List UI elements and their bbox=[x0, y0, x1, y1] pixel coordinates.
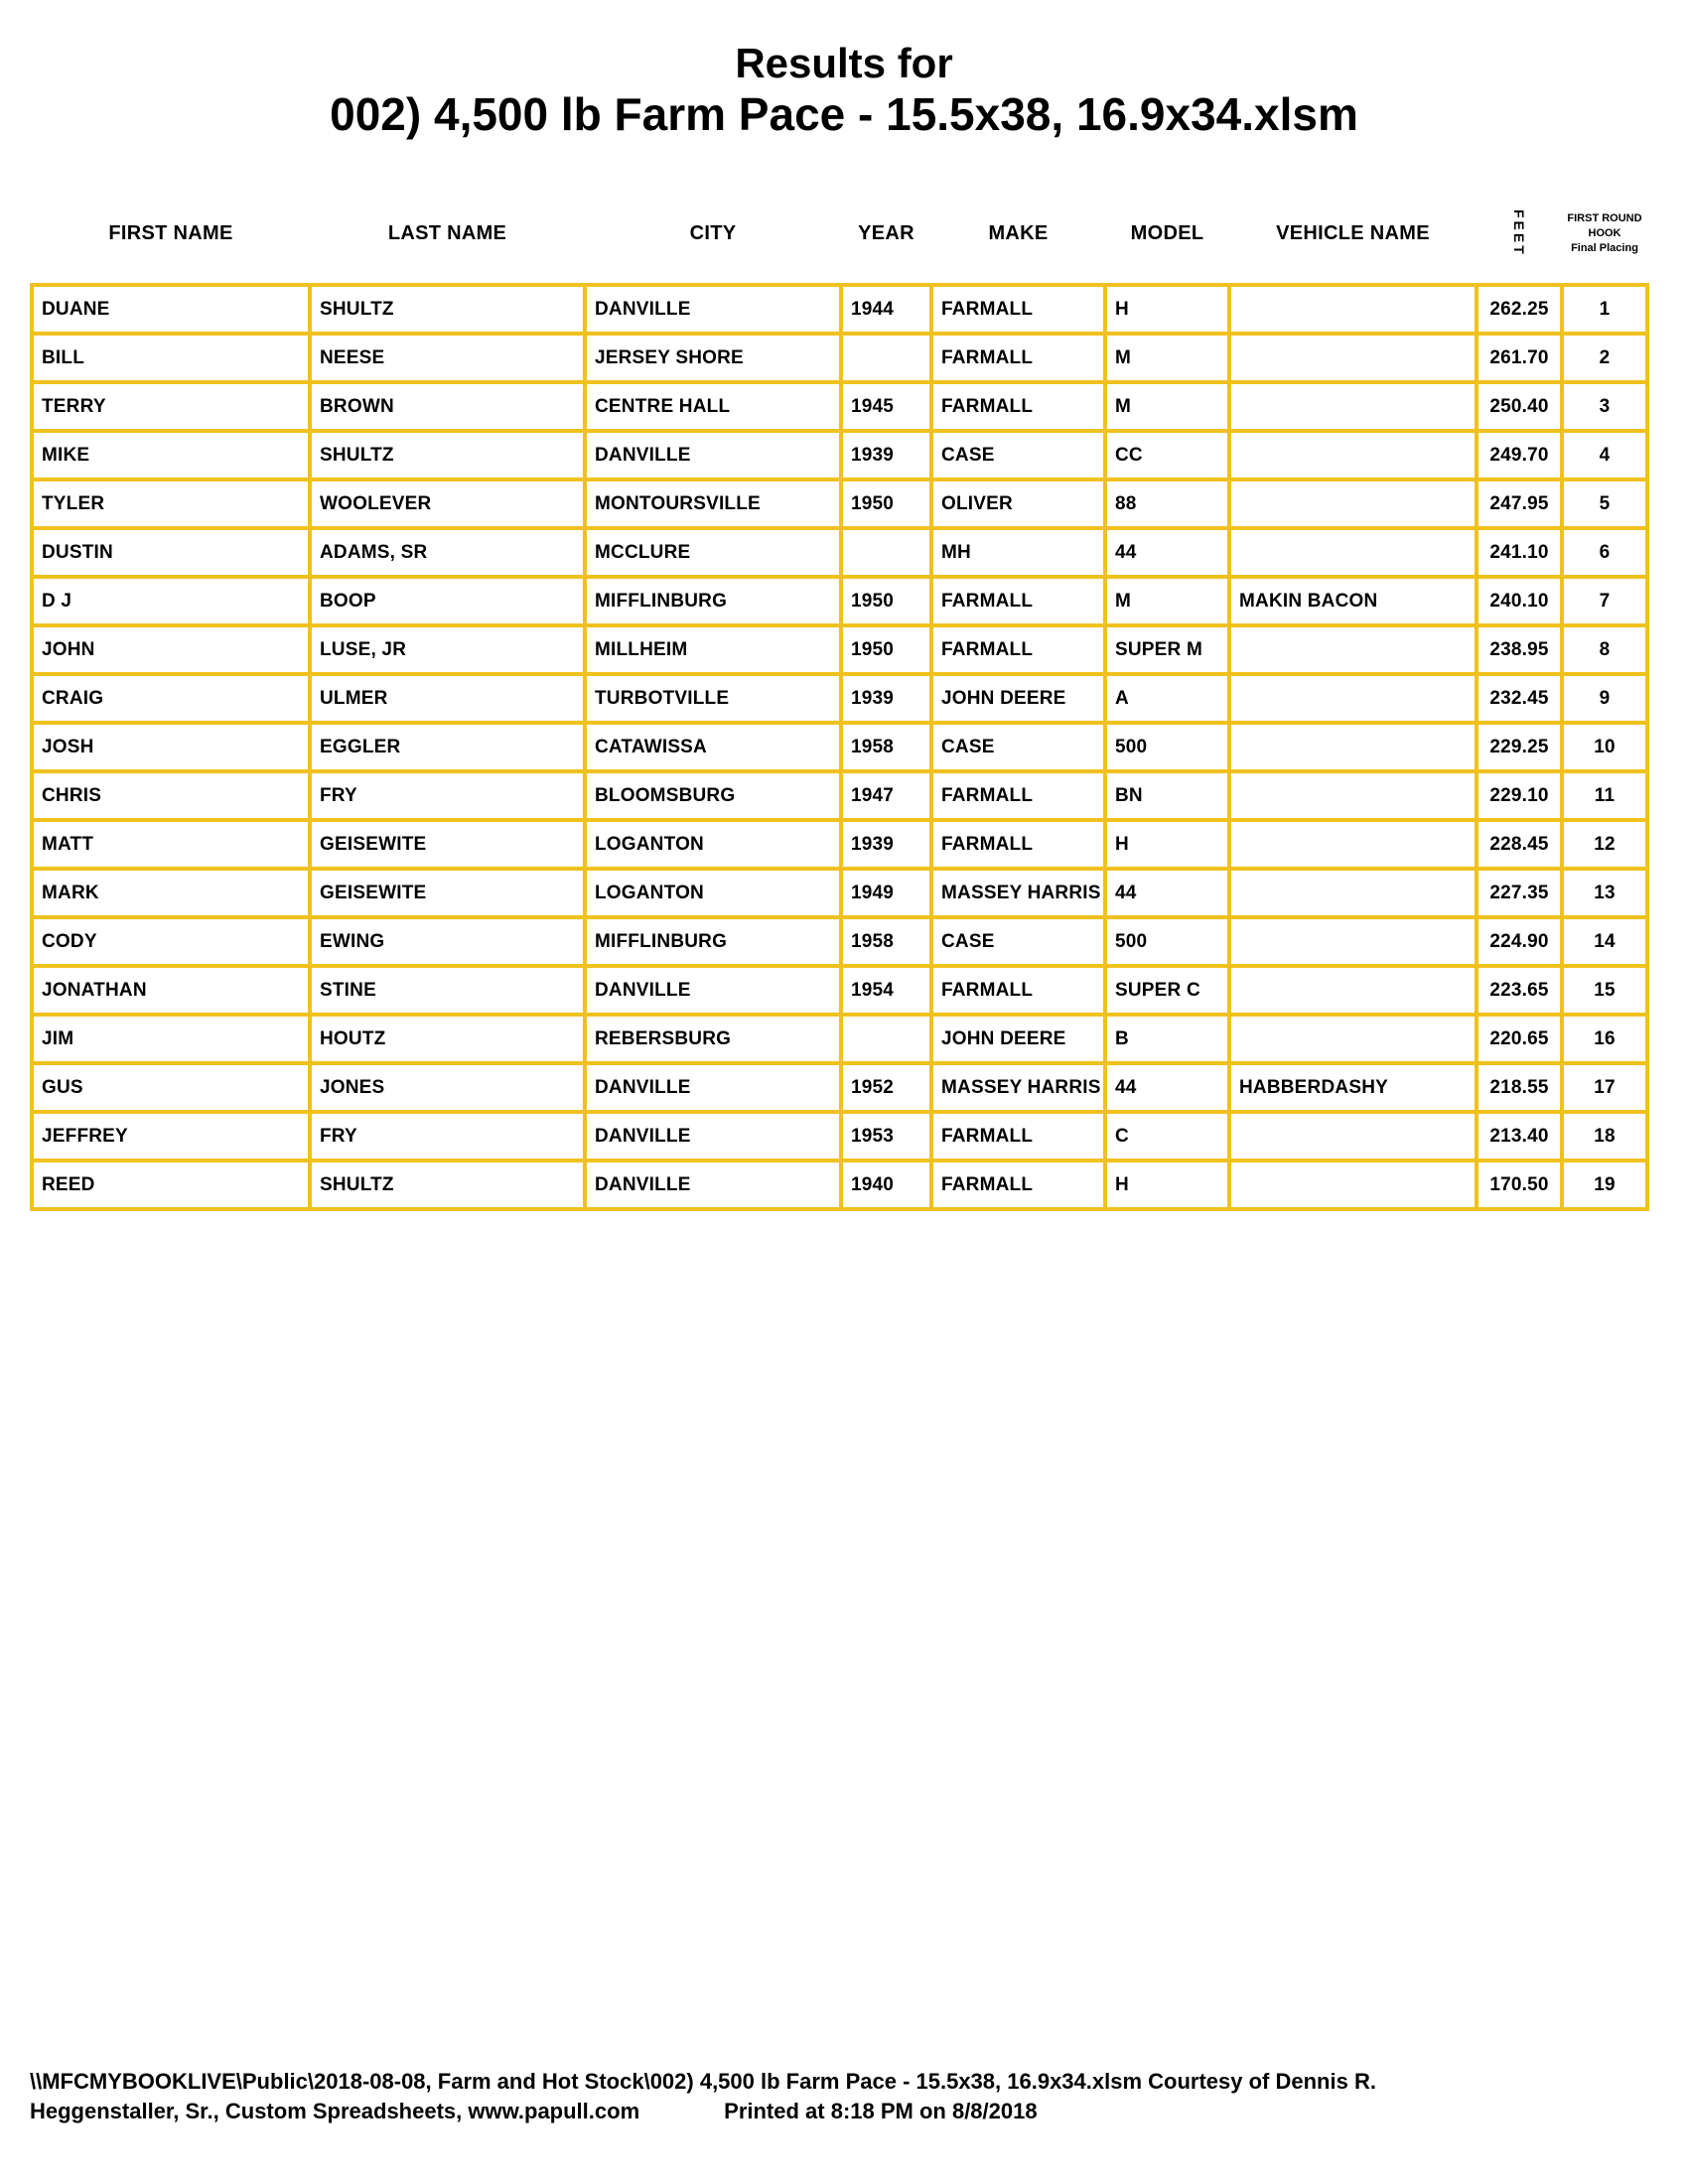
cell-first-name: CHRIS bbox=[34, 773, 308, 818]
cell-final-placing: 5 bbox=[1564, 481, 1645, 526]
cell-last-name: EGGLER bbox=[312, 725, 583, 769]
cell-year: 1944 bbox=[843, 287, 929, 332]
cell-last-name: BROWN bbox=[312, 384, 583, 429]
cell-feet: 249.70 bbox=[1478, 433, 1560, 478]
cell-final-placing: 9 bbox=[1564, 676, 1645, 721]
column-header-feet bbox=[1478, 202, 1560, 265]
cell-model: BN bbox=[1107, 773, 1227, 818]
cell-feet: 241.10 bbox=[1478, 530, 1560, 575]
cell-city: DANVILLE bbox=[587, 287, 839, 332]
cell-city: DANVILLE bbox=[587, 1162, 839, 1207]
cell-first-name: REED bbox=[34, 1162, 308, 1207]
cell-model: SUPER M bbox=[1107, 627, 1227, 672]
cell-last-name: WOOLEVER bbox=[312, 481, 583, 526]
cell-last-name: STINE bbox=[312, 968, 583, 1013]
cell-city: MONTOURSVILLE bbox=[587, 481, 839, 526]
cell-year: 1939 bbox=[843, 676, 929, 721]
cell-vehicle-name bbox=[1231, 627, 1475, 672]
cell-model: C bbox=[1107, 1114, 1227, 1159]
cell-vehicle-name bbox=[1231, 1017, 1475, 1061]
column-header-model: MODEL bbox=[1130, 221, 1204, 244]
cell-final-placing: 11 bbox=[1564, 773, 1645, 818]
cell-first-name: TYLER bbox=[34, 481, 308, 526]
cell-city: MCCLURE bbox=[587, 530, 839, 575]
cell-feet: 220.65 bbox=[1478, 1017, 1560, 1061]
cell-make: MH bbox=[933, 530, 1103, 575]
hook-header-line-2: HOOK bbox=[1588, 226, 1621, 239]
cell-city: DANVILLE bbox=[587, 433, 839, 478]
cell-first-name: D J bbox=[34, 579, 308, 623]
cell-year bbox=[843, 530, 929, 575]
cell-model: H bbox=[1107, 287, 1227, 332]
cell-final-placing: 4 bbox=[1564, 433, 1645, 478]
page-title-line-2: 002) 4,500 lb Farm Pace - 15.5x38, 16.9x34.xlsm bbox=[330, 88, 1358, 140]
cell-make: FARMALL bbox=[933, 627, 1103, 672]
cell-first-name: CODY bbox=[34, 919, 308, 964]
cell-year bbox=[843, 1017, 929, 1061]
cell-city: MIFFLINBURG bbox=[587, 579, 839, 623]
cell-final-placing: 2 bbox=[1564, 336, 1645, 380]
cell-year: 1939 bbox=[843, 822, 929, 867]
cell-last-name: JONES bbox=[312, 1065, 583, 1110]
cell-final-placing: 3 bbox=[1564, 384, 1645, 429]
cell-vehicle-name: MAKIN BACON bbox=[1231, 579, 1475, 623]
cell-city: CATAWISSA bbox=[587, 725, 839, 769]
cell-model: CC bbox=[1107, 433, 1227, 478]
cell-final-placing: 10 bbox=[1564, 725, 1645, 769]
cell-feet: 223.65 bbox=[1478, 968, 1560, 1013]
cell-model: B bbox=[1107, 1017, 1227, 1061]
footer-line-2 bbox=[30, 2097, 1376, 2126]
cell-last-name: ADAMS, SR bbox=[312, 530, 583, 575]
column-header-first-name: FIRST NAME bbox=[108, 221, 233, 244]
hook-header-line-3: Final Placing bbox=[1571, 241, 1638, 254]
cell-year: 1950 bbox=[843, 579, 929, 623]
cell-last-name: ULMER bbox=[312, 676, 583, 721]
cell-city: LOGANTON bbox=[587, 822, 839, 867]
cell-final-placing: 18 bbox=[1564, 1114, 1645, 1159]
cell-vehicle-name bbox=[1231, 433, 1475, 478]
cell-feet: 224.90 bbox=[1478, 919, 1560, 964]
cell-year: 1950 bbox=[843, 481, 929, 526]
cell-year: 1954 bbox=[843, 968, 929, 1013]
cell-last-name: LUSE, JR bbox=[312, 627, 583, 672]
cell-vehicle-name bbox=[1231, 384, 1475, 429]
cell-feet: 261.70 bbox=[1478, 336, 1560, 380]
table-header-row bbox=[30, 202, 1649, 265]
cell-make: FARMALL bbox=[933, 822, 1103, 867]
cell-first-name: GUS bbox=[34, 1065, 308, 1110]
cell-first-name: JONATHAN bbox=[34, 968, 308, 1013]
results-grid bbox=[30, 283, 1649, 1211]
page-title-line-1: Results for bbox=[735, 40, 953, 86]
column-header-make: MAKE bbox=[988, 221, 1049, 244]
cell-make: CASE bbox=[933, 433, 1103, 478]
cell-feet: 238.95 bbox=[1478, 627, 1560, 672]
cell-model: H bbox=[1107, 822, 1227, 867]
cell-first-name: JOSH bbox=[34, 725, 308, 769]
cell-model: M bbox=[1107, 336, 1227, 380]
cell-first-name: MIKE bbox=[34, 433, 308, 478]
cell-first-name: TERRY bbox=[34, 384, 308, 429]
footer-line-1: \\MFCMYBOOKLIVE\Public\2018-08-08, Farm and Hot Stock\002) 4,500 lb Farm Pace - 15.5x38, 16.9x34.xlsm Courtesy of Dennis R. bbox=[30, 2069, 1376, 2094]
cell-final-placing: 7 bbox=[1564, 579, 1645, 623]
cell-feet: 218.55 bbox=[1478, 1065, 1560, 1110]
cell-final-placing: 1 bbox=[1564, 287, 1645, 332]
cell-final-placing: 16 bbox=[1564, 1017, 1645, 1061]
cell-last-name: SHULTZ bbox=[312, 433, 583, 478]
cell-final-placing: 8 bbox=[1564, 627, 1645, 672]
cell-year: 1958 bbox=[843, 725, 929, 769]
cell-city: CENTRE HALL bbox=[587, 384, 839, 429]
cell-city: DANVILLE bbox=[587, 1065, 839, 1110]
hook-header-line-1: FIRST ROUND bbox=[1567, 211, 1642, 224]
cell-final-placing: 13 bbox=[1564, 871, 1645, 915]
cell-make: FARMALL bbox=[933, 336, 1103, 380]
cell-feet: 227.35 bbox=[1478, 871, 1560, 915]
cell-city: JERSEY SHORE bbox=[587, 336, 839, 380]
cell-first-name: DUANE bbox=[34, 287, 308, 332]
cell-final-placing: 15 bbox=[1564, 968, 1645, 1013]
cell-city: TURBOTVILLE bbox=[587, 676, 839, 721]
cell-vehicle-name bbox=[1231, 1114, 1475, 1159]
cell-vehicle-name bbox=[1231, 773, 1475, 818]
cell-year: 1940 bbox=[843, 1162, 929, 1207]
cell-vehicle-name bbox=[1231, 822, 1475, 867]
feet-vertical-label: FEET bbox=[1511, 209, 1527, 257]
cell-last-name: EWING bbox=[312, 919, 583, 964]
cell-city: DANVILLE bbox=[587, 968, 839, 1013]
cell-vehicle-name bbox=[1231, 1162, 1475, 1207]
cell-make: CASE bbox=[933, 919, 1103, 964]
cell-last-name: SHULTZ bbox=[312, 287, 583, 332]
cell-vehicle-name bbox=[1231, 871, 1475, 915]
cell-last-name: GEISEWITE bbox=[312, 871, 583, 915]
cell-feet: 229.25 bbox=[1478, 725, 1560, 769]
cell-make: MASSEY HARRIS bbox=[933, 1065, 1103, 1110]
cell-year: 1949 bbox=[843, 871, 929, 915]
cell-vehicle-name bbox=[1231, 336, 1475, 380]
column-header-vehicle-name: VEHICLE NAME bbox=[1276, 221, 1430, 244]
cell-year: 1953 bbox=[843, 1114, 929, 1159]
cell-year: 1945 bbox=[843, 384, 929, 429]
cell-year: 1958 bbox=[843, 919, 929, 964]
cell-year: 1939 bbox=[843, 433, 929, 478]
cell-vehicle-name bbox=[1231, 287, 1475, 332]
cell-model: SUPER C bbox=[1107, 968, 1227, 1013]
cell-city: DANVILLE bbox=[587, 1114, 839, 1159]
cell-first-name: DUSTIN bbox=[34, 530, 308, 575]
cell-year: 1952 bbox=[843, 1065, 929, 1110]
cell-first-name: JEFFREY bbox=[34, 1114, 308, 1159]
cell-model: 500 bbox=[1107, 725, 1227, 769]
cell-vehicle-name bbox=[1231, 968, 1475, 1013]
cell-make: FARMALL bbox=[933, 968, 1103, 1013]
cell-first-name: CRAIG bbox=[34, 676, 308, 721]
cell-first-name: JIM bbox=[34, 1017, 308, 1061]
cell-feet: 240.10 bbox=[1478, 579, 1560, 623]
cell-model: 44 bbox=[1107, 530, 1227, 575]
cell-model: A bbox=[1107, 676, 1227, 721]
cell-model: 44 bbox=[1107, 871, 1227, 915]
cell-city: REBERSBURG bbox=[587, 1017, 839, 1061]
cell-make: FARMALL bbox=[933, 1114, 1103, 1159]
cell-feet: 250.40 bbox=[1478, 384, 1560, 429]
cell-make: FARMALL bbox=[933, 384, 1103, 429]
cell-vehicle-name bbox=[1231, 530, 1475, 575]
cell-last-name: GEISEWITE bbox=[312, 822, 583, 867]
cell-feet: 232.45 bbox=[1478, 676, 1560, 721]
cell-feet: 262.25 bbox=[1478, 287, 1560, 332]
cell-last-name: HOUTZ bbox=[312, 1017, 583, 1061]
cell-final-placing: 6 bbox=[1564, 530, 1645, 575]
cell-final-placing: 12 bbox=[1564, 822, 1645, 867]
cell-city: MIFFLINBURG bbox=[587, 919, 839, 964]
cell-final-placing: 17 bbox=[1564, 1065, 1645, 1110]
cell-model: H bbox=[1107, 1162, 1227, 1207]
cell-first-name: MARK bbox=[34, 871, 308, 915]
cell-year bbox=[843, 336, 929, 380]
cell-make: JOHN DEERE bbox=[933, 1017, 1103, 1061]
cell-first-name: MATT bbox=[34, 822, 308, 867]
cell-model: 500 bbox=[1107, 919, 1227, 964]
cell-last-name: FRY bbox=[312, 773, 583, 818]
cell-feet: 170.50 bbox=[1478, 1162, 1560, 1207]
cell-make: MASSEY HARRIS bbox=[933, 871, 1103, 915]
cell-city: LOGANTON bbox=[587, 871, 839, 915]
cell-vehicle-name: HABBERDASHY bbox=[1231, 1065, 1475, 1110]
cell-last-name: BOOP bbox=[312, 579, 583, 623]
cell-vehicle-name bbox=[1231, 725, 1475, 769]
cell-year: 1950 bbox=[843, 627, 929, 672]
cell-feet: 229.10 bbox=[1478, 773, 1560, 818]
cell-city: MILLHEIM bbox=[587, 627, 839, 672]
cell-make: OLIVER bbox=[933, 481, 1103, 526]
cell-year: 1947 bbox=[843, 773, 929, 818]
cell-make: FARMALL bbox=[933, 287, 1103, 332]
cell-last-name: NEESE bbox=[312, 336, 583, 380]
cell-vehicle-name bbox=[1231, 676, 1475, 721]
cell-feet: 247.95 bbox=[1478, 481, 1560, 526]
cell-make: FARMALL bbox=[933, 1162, 1103, 1207]
column-header-last-name: LAST NAME bbox=[387, 221, 507, 244]
cell-final-placing: 14 bbox=[1564, 919, 1645, 964]
column-header-final-placing bbox=[1564, 202, 1645, 265]
column-header-year: YEAR bbox=[858, 221, 914, 244]
cell-model: M bbox=[1107, 579, 1227, 623]
cell-first-name: JOHN bbox=[34, 627, 308, 672]
footer-printed-timestamp: Printed at 8:18 PM on 8/8/2018 bbox=[724, 2099, 1038, 2123]
cell-make: JOHN DEERE bbox=[933, 676, 1103, 721]
cell-make: CASE bbox=[933, 725, 1103, 769]
page-footer bbox=[30, 2067, 1376, 2126]
cell-city: BLOOMSBURG bbox=[587, 773, 839, 818]
cell-feet: 213.40 bbox=[1478, 1114, 1560, 1159]
cell-feet: 228.45 bbox=[1478, 822, 1560, 867]
cell-vehicle-name bbox=[1231, 919, 1475, 964]
cell-model: 88 bbox=[1107, 481, 1227, 526]
column-header-city: CITY bbox=[689, 221, 737, 244]
cell-make: FARMALL bbox=[933, 773, 1103, 818]
cell-first-name: BILL bbox=[34, 336, 308, 380]
cell-make: FARMALL bbox=[933, 579, 1103, 623]
cell-model: 44 bbox=[1107, 1065, 1227, 1110]
cell-vehicle-name bbox=[1231, 481, 1475, 526]
cell-last-name: SHULTZ bbox=[312, 1162, 583, 1207]
cell-last-name: FRY bbox=[312, 1114, 583, 1159]
footer-credit: Heggenstaller, Sr., Custom Spreadsheets, www.papull.com bbox=[30, 2099, 640, 2123]
cell-model: M bbox=[1107, 384, 1227, 429]
cell-final-placing: 19 bbox=[1564, 1162, 1645, 1207]
